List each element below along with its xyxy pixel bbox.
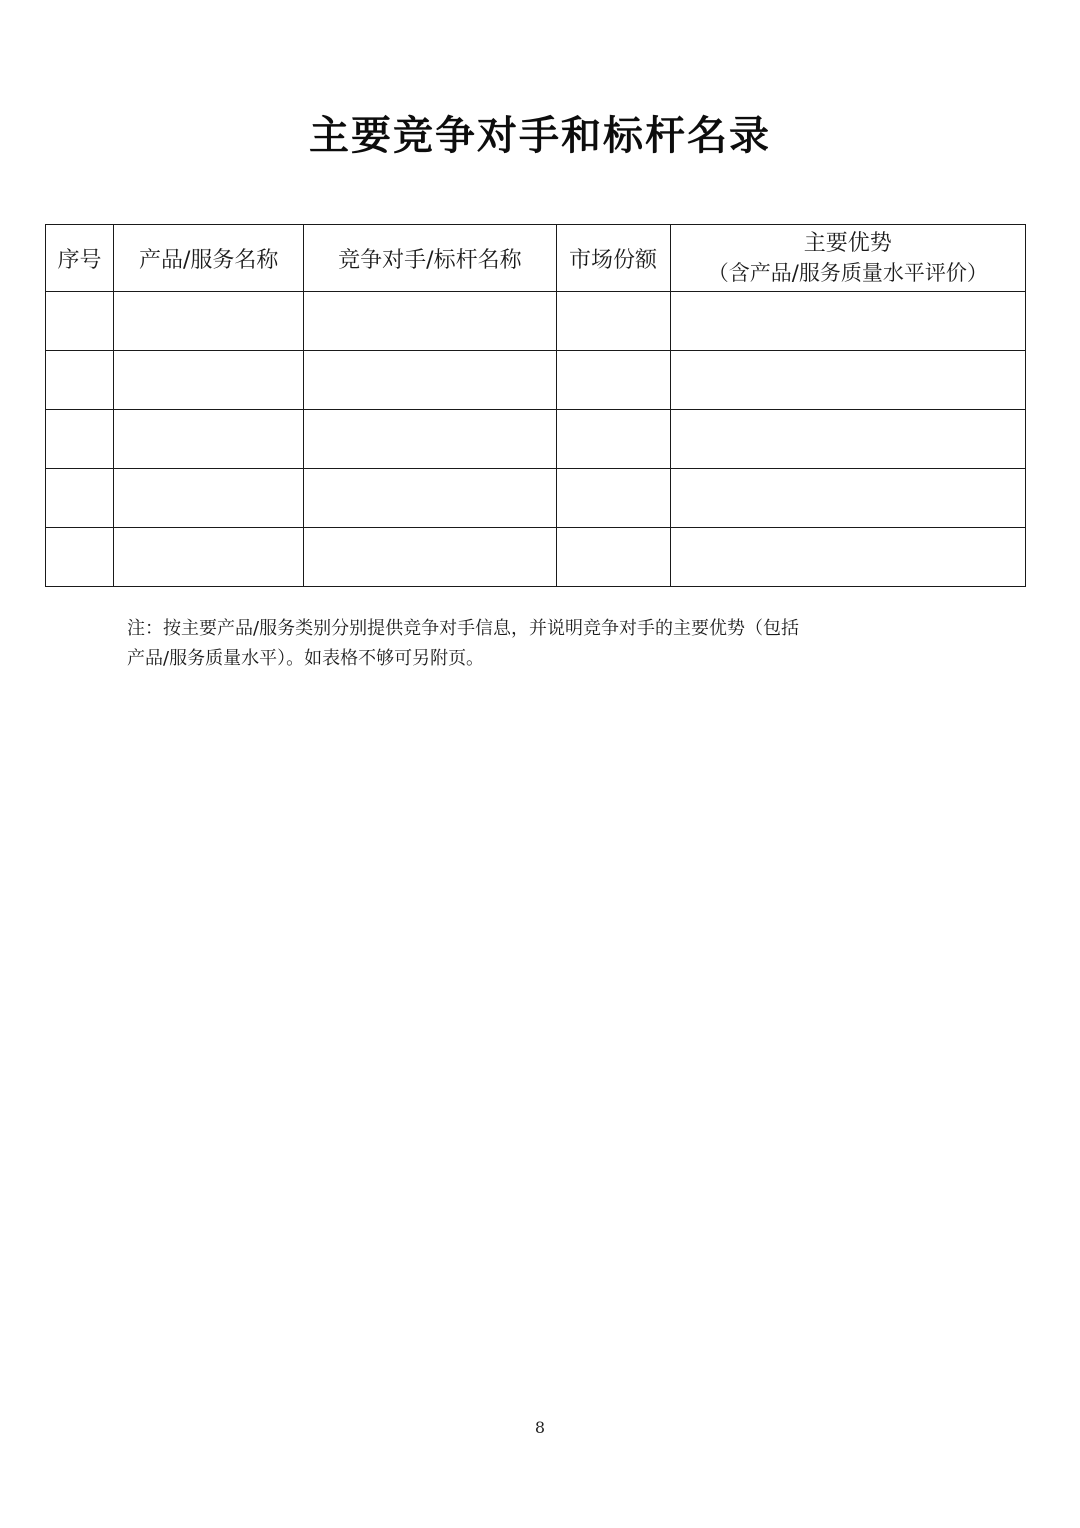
header-seq: 序号 [46,225,114,292]
footnote [127,614,967,674]
cell-market-share[interactable] [556,292,670,351]
cell-competitor[interactable] [304,469,556,528]
cell-seq[interactable] [46,469,114,528]
cell-seq[interactable] [46,410,114,469]
cell-advantage[interactable] [670,528,1025,587]
competitor-table [45,224,1026,587]
cell-competitor[interactable] [304,292,556,351]
cell-product[interactable] [114,410,304,469]
header-market-share: 市场份额 [556,225,670,292]
cell-advantage[interactable] [670,410,1025,469]
table-row [46,292,1026,351]
footnote-line-2: 产品/服务质量水平）。如表格不够可另附页。 [127,648,485,669]
cell-seq[interactable] [46,351,114,410]
cell-advantage[interactable] [670,469,1025,528]
cell-advantage[interactable] [670,292,1025,351]
cell-product[interactable] [114,469,304,528]
cell-market-share[interactable] [556,351,670,410]
header-advantage-title: 主要优势 [803,231,892,256]
table-header-row [46,225,1026,292]
cell-product[interactable] [114,351,304,410]
cell-competitor[interactable] [304,351,556,410]
cell-competitor[interactable] [304,528,556,587]
table-row [46,528,1026,587]
page-number: 8 [534,1418,546,1437]
table-header [46,225,1026,292]
cell-seq[interactable] [46,528,114,587]
cell-market-share[interactable] [556,469,670,528]
header-competitor: 竞争对手/标杆名称 [304,225,556,292]
table-row [46,410,1026,469]
cell-product[interactable] [114,528,304,587]
cell-market-share[interactable] [556,528,670,587]
table-body [46,292,1026,587]
table-row [46,469,1026,528]
cell-market-share[interactable] [556,410,670,469]
header-advantage [670,225,1025,292]
page-title: 主要竞争对手和标杆名录 [309,112,771,159]
cell-advantage[interactable] [670,351,1025,410]
footnote-line-1: 注：按主要产品/服务类别分别提供竞争对手信息，并说明竞争对手的主要优势（包括 [127,618,800,639]
header-product: 产品/服务名称 [114,225,304,292]
cell-competitor[interactable] [304,410,556,469]
header-advantage-subtitle: （含产品/服务质量水平评价） [707,261,988,285]
cell-seq[interactable] [46,292,114,351]
cell-product[interactable] [114,292,304,351]
table-row [46,351,1026,410]
